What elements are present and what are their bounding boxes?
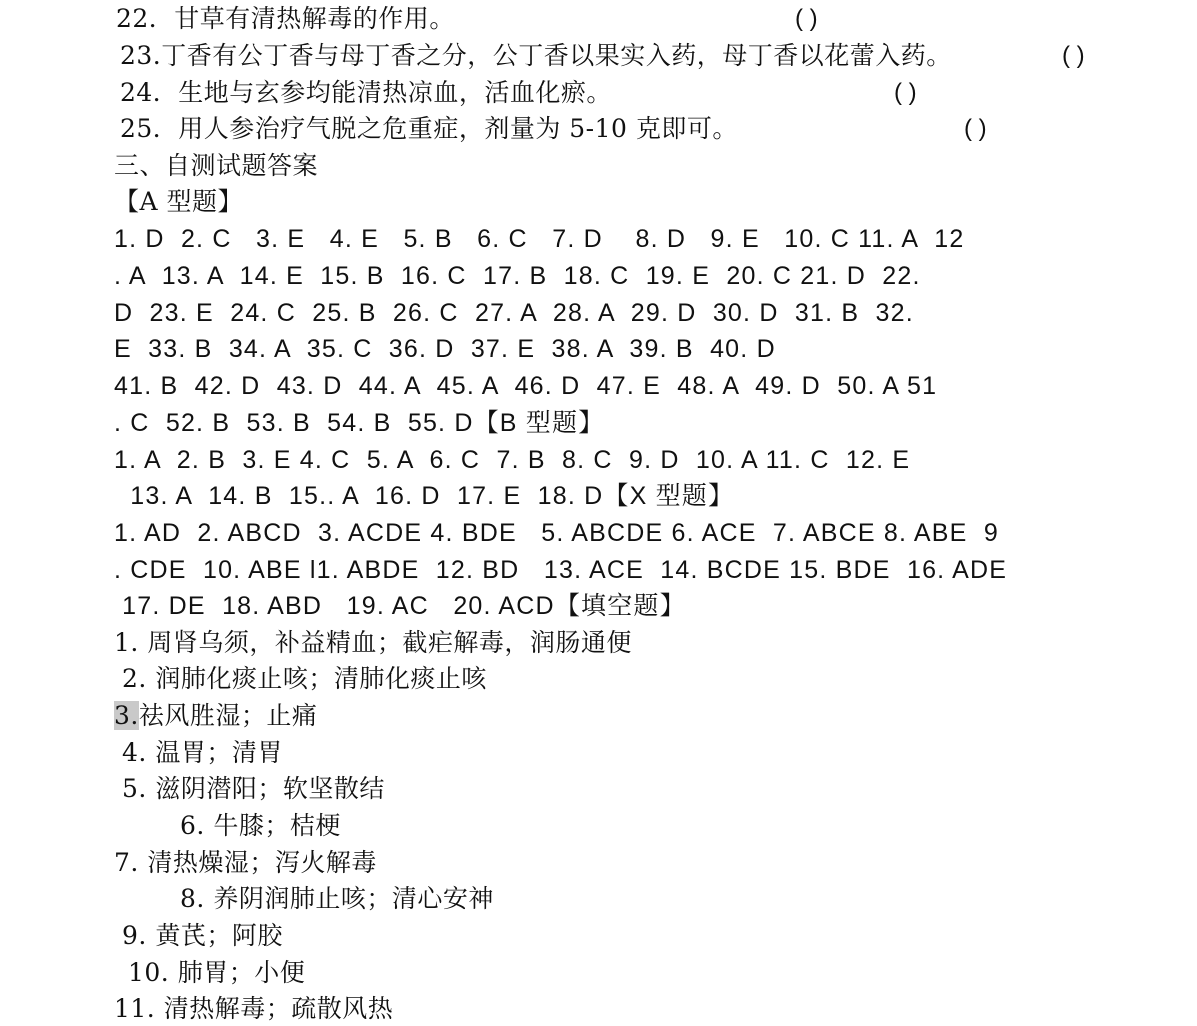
answer-blank-22: ( ) [795, 5, 818, 32]
fill-answer-number: 5. [122, 774, 147, 803]
answer-blank-23: ( ) [1062, 42, 1085, 69]
fill-answer-text: 养阴润肺止咳；清心安神 [213, 884, 494, 913]
fill-answer-text: 牛膝；桔梗 [213, 811, 341, 840]
fill-answer-4 [122, 736, 283, 770]
fill-answer-9 [122, 919, 283, 953]
fill-answer-number: 2. [122, 664, 147, 693]
answer-line: 13. A 14. B 15.. A 16. D 17. E 18. D【X 型题】 [114, 482, 735, 510]
fill-answer-1 [114, 626, 632, 660]
answer-line: . CDE 10. ABE l1. ABDE 12. BD 13. ACE 14. BCDE 15. BDE 16. ADE [114, 556, 1008, 584]
answer-line: . C 52. B 53. B 54. B 55. D【B 型题】 [114, 409, 605, 437]
fill-answer-3 [114, 699, 317, 733]
answer-line: . A 13. A 14. E 15. B 16. C 17. B 18. C 19. E 20. C 21. D 22. [114, 262, 921, 290]
fill-answer-text: 黄芪；阿胶 [155, 921, 283, 950]
fill-answer-text: 祛风胜湿；止痛 [138, 701, 318, 730]
answer-line: D 23. E 24. C 25. B 26. C 27. A 28. A 29. D 30. D 31. B 32. [114, 299, 914, 327]
tf-question-23: 23.丁香有公丁香与母丁香之分，公丁香以果实入药，母丁香以花蕾入药。 [120, 41, 952, 70]
fill-answer-7 [114, 846, 377, 880]
answer-blank-24: ( ) [894, 79, 917, 106]
fill-answer-number: 7. [114, 848, 139, 877]
answer-line: 1. AD 2. ABCD 3. ACDE 4. BDE 5. ABCDE 6. ACE 7. ABCE 8. ABE 9 [114, 519, 999, 547]
answer-line: E 33. B 34. A 35. C 36. D 37. E 38. A 39. B 40. D [114, 335, 776, 363]
fill-answer-11 [114, 992, 393, 1026]
answer-line: 1. D 2. C 3. E 4. E 5. B 6. C 7. D 8. D 9. E 10. C 11. A 12 [114, 225, 965, 253]
answer-blank-25: ( ) [964, 115, 987, 142]
fill-answer-6 [180, 809, 341, 843]
fill-answer-number: 10. [128, 958, 170, 987]
fill-answer-number: 4. [122, 738, 147, 767]
fill-answer-text: 清热解毒；疏散风热 [163, 994, 394, 1023]
fill-answer-5 [122, 772, 385, 806]
fill-answer-text: 温胃；清胃 [155, 738, 283, 767]
answer-line: 41. B 42. D 43. D 44. A 45. A 46. D 47. E 48. A 49. D 50. A 51 [114, 372, 938, 400]
tf-question-22: 22．甘草有清热解毒的作用。 [116, 4, 455, 33]
fill-answer-number: 6. [180, 811, 205, 840]
fill-answer-number: 11. [114, 994, 156, 1023]
fill-answer-number: 8. [180, 884, 205, 913]
answer-line: 17. DE 18. ABD 19. AC 20. ACD【填空题】 [114, 592, 686, 620]
tf-question-25: 25．用人参治疗气脱之危重症，剂量为 5-10 克即可。 [120, 114, 738, 143]
answer-line: 1. A 2. B 3. E 4. C 5. A 6. C 7. B 8. C 9. D 10. A 11. C 12. E [114, 446, 911, 474]
fill-answer-number: 9. [122, 921, 147, 950]
fill-answer-text: 润肺化痰止咳；清肺化痰止咳 [155, 664, 487, 693]
a-type-heading: 【A 型题】 [114, 187, 244, 216]
fill-answer-number-highlighted: 3. [114, 701, 139, 730]
section-title: 三、自测试题答案 [114, 151, 319, 180]
fill-answer-number: 1. [114, 628, 139, 657]
tf-question-24: 24．生地与玄参均能清热凉血，活血化瘀。 [120, 78, 612, 107]
fill-answer-10 [128, 956, 305, 990]
fill-answer-text: 清热燥湿；泻火解毒 [147, 848, 377, 877]
fill-answer-text: 滋阴潜阳；软坚散结 [155, 774, 385, 803]
fill-answer-text: 周肾乌须，补益精血；截疟解毒，润肠通便 [147, 628, 632, 657]
fill-answer-2 [122, 662, 487, 696]
fill-answer-text: 肺胃；小便 [177, 958, 306, 987]
fill-answer-8 [180, 882, 494, 916]
